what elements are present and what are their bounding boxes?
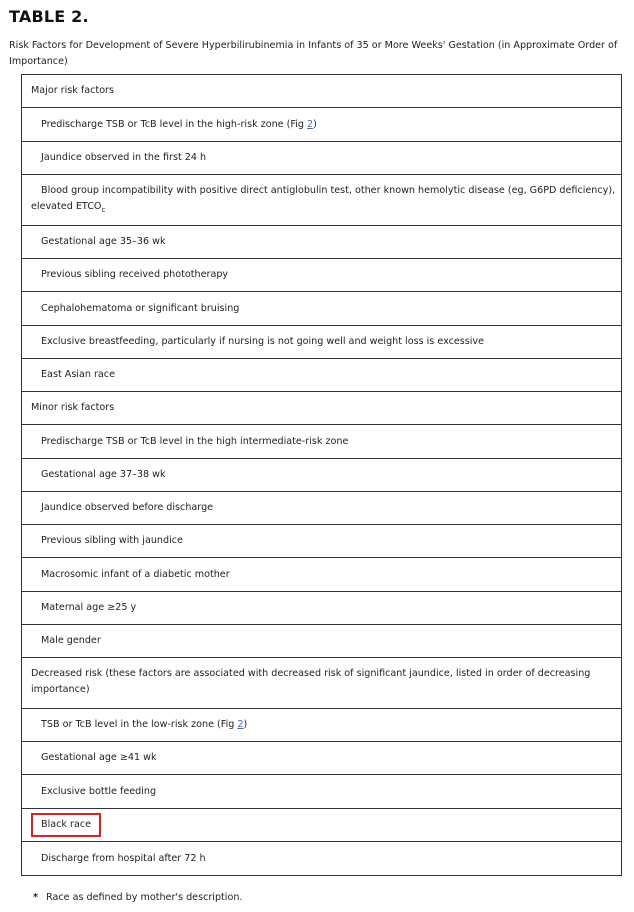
table-row bbox=[22, 326, 621, 359]
table-row-decreased-header bbox=[22, 658, 621, 709]
table-row bbox=[22, 625, 621, 658]
row-text: Previous sibling with jaundice bbox=[41, 535, 183, 546]
row-text: Cephalohematoma or significant bruising bbox=[41, 302, 240, 314]
section-header-minor: Minor risk factors bbox=[31, 402, 115, 413]
row-text: Previous sibling received phototherapy bbox=[41, 269, 229, 280]
table-row bbox=[22, 525, 621, 558]
row-text: TSB or TcB level in the low-risk zone (Fig 2) bbox=[41, 719, 248, 730]
table-row bbox=[22, 492, 621, 525]
table-row bbox=[22, 292, 621, 326]
row-text: Exclusive bottle feeding bbox=[41, 785, 157, 797]
table-row bbox=[22, 742, 621, 775]
row-text: Discharge from hospital after 72 h bbox=[41, 852, 206, 864]
row-text: Jaundice observed before discharge bbox=[41, 502, 214, 513]
footnote-marker: * bbox=[33, 892, 39, 903]
risk-factors-table bbox=[21, 74, 622, 876]
table-row-major-header bbox=[22, 75, 621, 108]
table-row bbox=[22, 108, 621, 142]
row-text: Jaundice observed in the first 24 h bbox=[41, 152, 207, 163]
table-row bbox=[22, 226, 621, 259]
row-text: Predischarge TSB or TcB level in the high-risk zone (Fig 2) bbox=[41, 118, 317, 130]
row-text: Gestational age 35–36 wk bbox=[41, 236, 166, 247]
row-text: Gestational age ≥41 wk bbox=[41, 752, 157, 763]
row-text: Exclusive breastfeeding, particularly if nursing is not going well and weight loss is excessive bbox=[41, 336, 485, 347]
row-text: Male gender bbox=[41, 635, 101, 646]
section-header-major: Major risk factors bbox=[31, 85, 115, 96]
table-row bbox=[22, 359, 621, 392]
table-row bbox=[22, 142, 621, 175]
table-row bbox=[22, 709, 621, 742]
footnote-text: Race as defined by mother's description. bbox=[46, 892, 243, 903]
table-row bbox=[22, 259, 621, 292]
table-row bbox=[22, 558, 621, 592]
table-title: TABLE 2. bbox=[9, 7, 89, 26]
fig-2-link[interactable]: 2 bbox=[307, 118, 314, 130]
table-row-minor-header bbox=[22, 392, 621, 425]
table-row bbox=[22, 842, 621, 876]
fig-2-link[interactable]: 2 bbox=[237, 719, 244, 730]
row-text: Gestational age 37–38 wk bbox=[41, 469, 166, 480]
row-text: Blood group incompatibility with positive direct antiglobulin test, other known hemolytic disease (eg, G6PD deficiency), elevated $ETCO_c$ bbox=[31, 185, 616, 214]
row-text: Maternal age ≥25 y bbox=[41, 602, 137, 613]
table-row-highlighted bbox=[22, 809, 621, 842]
table-row bbox=[22, 175, 621, 226]
table-caption: Risk Factors for Development of Severe Hyperbilirubinemia in Infants of 35 or More Weeks' Gestation (in Approximate Order of Importance) bbox=[9, 40, 618, 67]
row-text: Predischarge TSB or TcB level in the high intermediate-risk zone bbox=[41, 435, 349, 447]
table-row bbox=[22, 425, 621, 459]
highlighted-row-text: Black race bbox=[31, 813, 101, 837]
row-text: East Asian race bbox=[41, 369, 115, 380]
row-text: Macrosomic infant of a diabetic mother bbox=[41, 568, 230, 580]
footnote bbox=[33, 892, 242, 903]
table-row bbox=[22, 775, 621, 809]
section-header-decreased: Decreased risk (these factors are associated with decreased risk of significant jaundice, listed in order of decreasing importance) bbox=[31, 668, 591, 695]
table-row bbox=[22, 592, 621, 625]
table-row bbox=[22, 459, 621, 492]
